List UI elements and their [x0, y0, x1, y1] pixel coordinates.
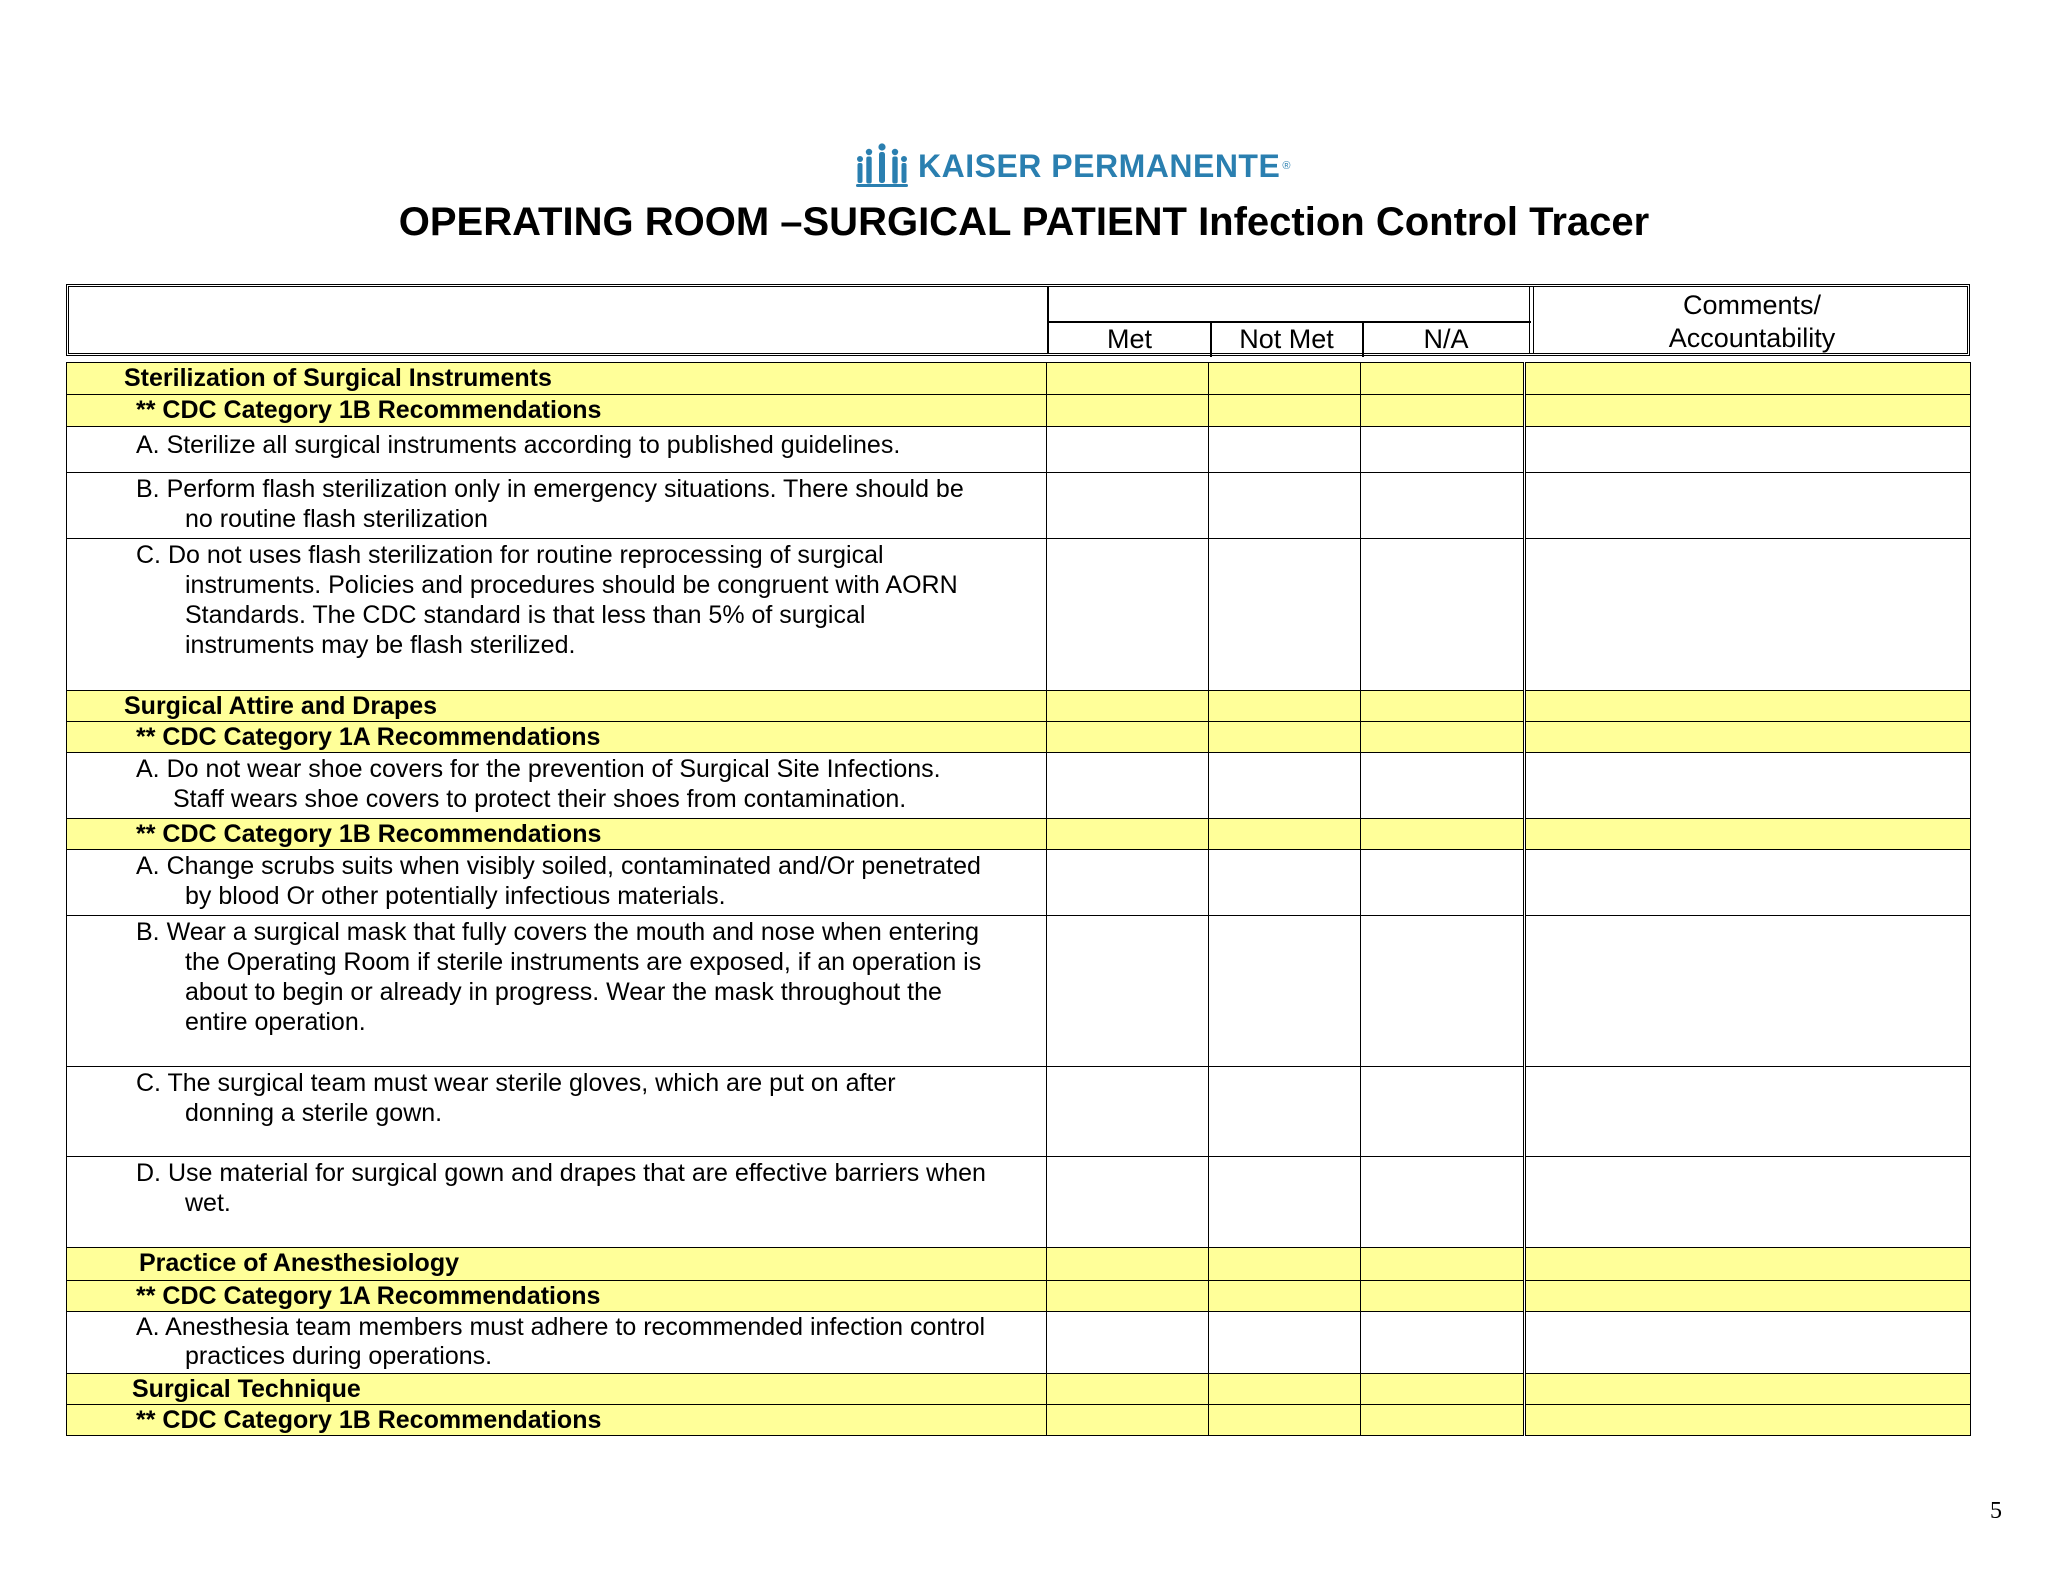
section-row: [67, 1248, 1971, 1281]
page-title: OPERATING ROOM –SURGICAL PATIENT Infection Control Tracer: [398, 200, 1650, 244]
comments-cell[interactable]: [1525, 753, 1971, 819]
not-met-cell[interactable]: [1209, 1312, 1361, 1374]
comments-cell[interactable]: [1525, 363, 1971, 395]
item-text: A. Sterilize all surgical instruments according to published guidelines.: [67, 427, 1047, 473]
header-comments-line1: Comments/: [1682, 290, 1822, 320]
na-cell[interactable]: [1361, 850, 1525, 916]
na-cell[interactable]: [1361, 427, 1525, 473]
section-label: ** CDC Category 1B Recommendations: [67, 395, 1047, 427]
met-cell[interactable]: [1047, 1312, 1209, 1374]
met-cell[interactable]: [1047, 473, 1209, 539]
section-label: Practice of Anesthesiology: [67, 1248, 1047, 1281]
met-cell[interactable]: [1047, 395, 1209, 427]
header-na: N/A: [1423, 324, 1469, 354]
na-cell[interactable]: [1361, 395, 1525, 427]
section-label: Surgical Attire and Drapes: [67, 691, 1047, 722]
logo-registered-mark: ®: [1282, 160, 1291, 172]
tracer-table: [66, 362, 1971, 1436]
not-met-cell[interactable]: [1209, 473, 1361, 539]
section-label: ** CDC Category 1A Recommendations: [67, 1281, 1047, 1312]
met-cell[interactable]: [1047, 1248, 1209, 1281]
na-cell[interactable]: [1361, 1312, 1525, 1374]
comments-cell[interactable]: [1525, 691, 1971, 722]
comments-cell[interactable]: [1525, 473, 1971, 539]
table-row: [67, 753, 1971, 819]
na-cell[interactable]: [1361, 691, 1525, 722]
comments-cell[interactable]: [1525, 850, 1971, 916]
section-label: Surgical Technique: [67, 1374, 1047, 1405]
na-cell[interactable]: [1361, 1374, 1525, 1405]
comments-cell[interactable]: [1525, 427, 1971, 473]
not-met-cell[interactable]: [1209, 916, 1361, 1067]
section-row: [67, 1374, 1971, 1405]
item-text: D. Use material for surgical gown and drapes that are effective barriers when wet.: [67, 1157, 1047, 1248]
section-row: [67, 1405, 1971, 1436]
met-cell[interactable]: [1047, 819, 1209, 850]
table-row: [67, 539, 1971, 691]
section-label: ** CDC Category 1A Recommendations: [67, 722, 1047, 753]
section-label: ** CDC Category 1B Recommendations: [67, 1405, 1047, 1436]
item-text: B. Wear a surgical mask that fully covers the mouth and nose when entering the Operating Room if sterile instruments are exposed, if an operation is about to begin or already in progress. Wear the mask throughout the entire operation.: [67, 916, 1047, 1067]
section-label: Sterilization of Surgical Instruments: [67, 363, 1047, 395]
not-met-cell[interactable]: [1209, 1405, 1361, 1436]
item-text: A. Do not wear shoe covers for the prevention of Surgical Site Infections. Staff wears shoe covers to protect their shoes from contamination.: [67, 753, 1047, 819]
na-cell[interactable]: [1361, 753, 1525, 819]
comments-cell[interactable]: [1525, 1067, 1971, 1157]
not-met-cell[interactable]: [1209, 850, 1361, 916]
met-cell[interactable]: [1047, 691, 1209, 722]
met-cell[interactable]: [1047, 1067, 1209, 1157]
not-met-cell[interactable]: [1209, 1067, 1361, 1157]
not-met-cell[interactable]: [1209, 427, 1361, 473]
met-cell[interactable]: [1047, 1374, 1209, 1405]
comments-cell[interactable]: [1525, 539, 1971, 691]
met-cell[interactable]: [1047, 1405, 1209, 1436]
header-not-met: Not Met: [1239, 324, 1334, 354]
not-met-cell[interactable]: [1209, 691, 1361, 722]
met-cell[interactable]: [1047, 850, 1209, 916]
met-cell[interactable]: [1047, 363, 1209, 395]
comments-cell[interactable]: [1525, 1312, 1971, 1374]
table-row: [67, 916, 1971, 1067]
item-text: A. Change scrubs suits when visibly soiled, contaminated and/Or penetrated by blood Or other potentially infectious materials.: [67, 850, 1047, 916]
na-cell[interactable]: [1361, 916, 1525, 1067]
item-text: B. Perform flash sterilization only in emergency situations. There should be no routine flash sterilization: [67, 473, 1047, 539]
met-cell[interactable]: [1047, 539, 1209, 691]
comments-cell[interactable]: [1525, 722, 1971, 753]
comments-cell[interactable]: [1525, 819, 1971, 850]
na-cell[interactable]: [1361, 1067, 1525, 1157]
na-cell[interactable]: [1361, 473, 1525, 539]
header-met: Met: [1106, 324, 1152, 354]
na-cell[interactable]: [1361, 1248, 1525, 1281]
logo-text: KAISER PERMANENTE: [918, 148, 1281, 184]
table-header: [66, 284, 1970, 356]
table-row: [67, 427, 1971, 473]
section-row: [67, 691, 1971, 722]
not-met-cell[interactable]: [1209, 539, 1361, 691]
section-row: [67, 1281, 1971, 1312]
comments-cell[interactable]: [1525, 1281, 1971, 1312]
table-row: [67, 473, 1971, 539]
section-row: [67, 363, 1971, 395]
section-label: ** CDC Category 1B Recommendations: [67, 819, 1047, 850]
na-cell[interactable]: [1361, 1405, 1525, 1436]
comments-cell[interactable]: [1525, 1248, 1971, 1281]
header-comments-line2: Accountability: [1668, 323, 1836, 353]
header-comments: [1534, 289, 1970, 355]
not-met-cell[interactable]: [1209, 1157, 1361, 1248]
met-cell[interactable]: [1047, 1281, 1209, 1312]
comments-cell[interactable]: [1525, 1405, 1971, 1436]
comments-cell[interactable]: [1525, 1157, 1971, 1248]
section-row: [67, 819, 1971, 850]
not-met-cell[interactable]: [1209, 363, 1361, 395]
item-text: A. Anesthesia team members must adhere to recommended infection control practices during operations.: [67, 1312, 1047, 1374]
item-text: C. Do not uses flash sterilization for routine reprocessing of surgical instruments. Policies and procedures should be congruent with AORN Standards. The CDC standard is that less than 5% of surgical instruments may be flash sterilized.: [67, 539, 1047, 691]
not-met-cell[interactable]: [1209, 1248, 1361, 1281]
comments-cell[interactable]: [1525, 1374, 1971, 1405]
comments-cell[interactable]: [1525, 916, 1971, 1067]
table-row: [67, 1067, 1971, 1157]
not-met-cell[interactable]: [1209, 753, 1361, 819]
table-row: [67, 850, 1971, 916]
na-cell[interactable]: [1361, 819, 1525, 850]
kaiser-permanente-logo: [854, 142, 1290, 190]
met-cell[interactable]: [1047, 427, 1209, 473]
na-cell[interactable]: [1361, 1157, 1525, 1248]
na-cell[interactable]: [1361, 363, 1525, 395]
kaiser-people-icon: [854, 143, 910, 189]
not-met-cell[interactable]: [1209, 1374, 1361, 1405]
table-row: [67, 1312, 1971, 1374]
met-cell[interactable]: [1047, 753, 1209, 819]
met-cell[interactable]: [1047, 722, 1209, 753]
not-met-cell[interactable]: [1209, 395, 1361, 427]
met-cell[interactable]: [1047, 916, 1209, 1067]
table-row: [67, 1157, 1971, 1248]
item-text: C. The surgical team must wear sterile gloves, which are put on after donning a sterile gown.: [67, 1067, 1047, 1157]
na-cell[interactable]: [1361, 539, 1525, 691]
page-number: 5: [1990, 1498, 2002, 1524]
not-met-cell[interactable]: [1209, 1281, 1361, 1312]
section-row: [67, 722, 1971, 753]
comments-cell[interactable]: [1525, 395, 1971, 427]
met-cell[interactable]: [1047, 1157, 1209, 1248]
not-met-cell[interactable]: [1209, 722, 1361, 753]
na-cell[interactable]: [1361, 1281, 1525, 1312]
section-row: [67, 395, 1971, 427]
na-cell[interactable]: [1361, 722, 1525, 753]
not-met-cell[interactable]: [1209, 819, 1361, 850]
